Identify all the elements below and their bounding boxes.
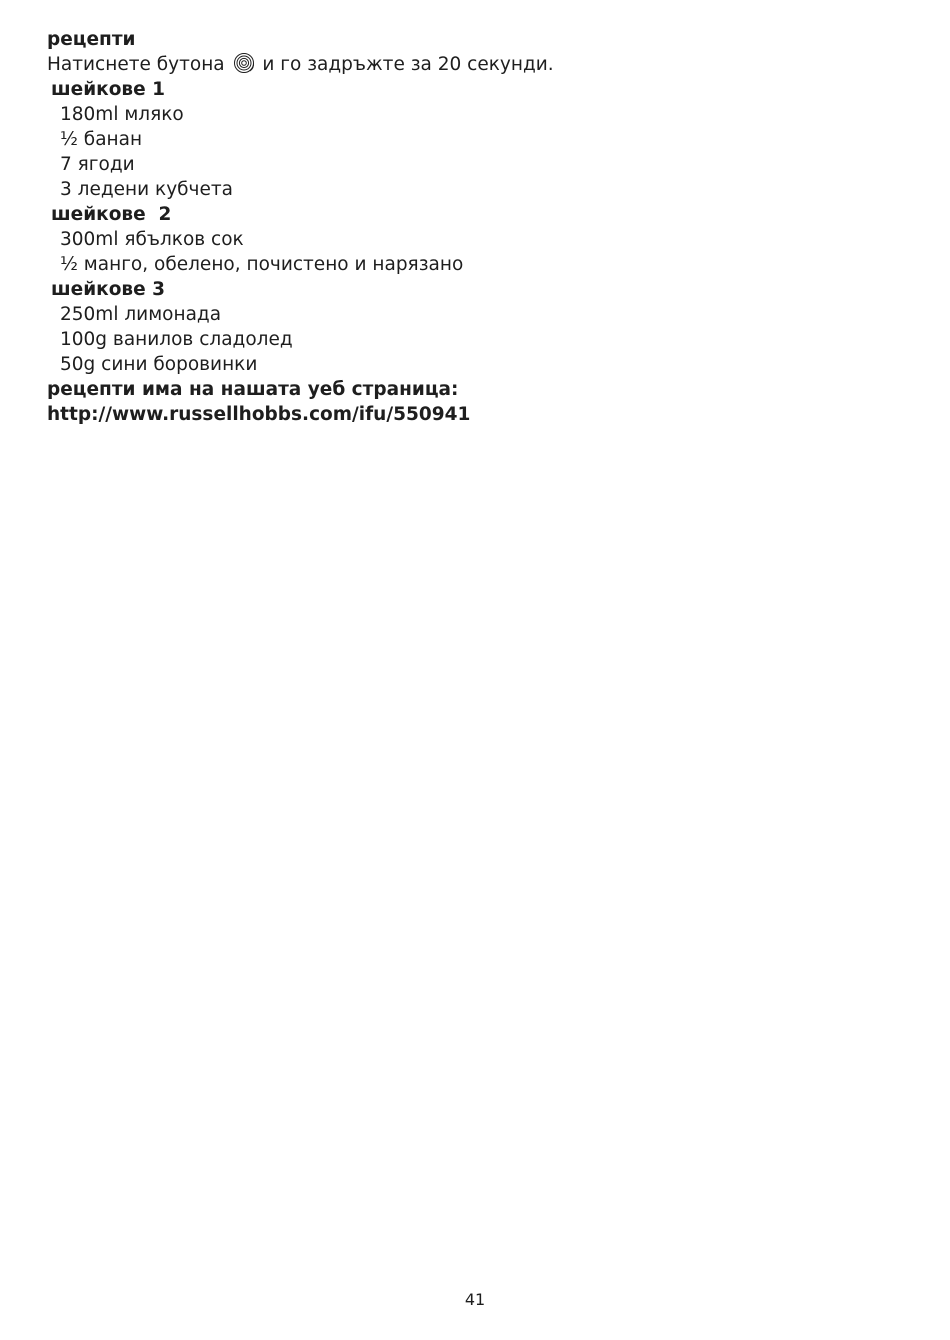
pulse-spiral-icon	[233, 52, 255, 74]
recipe-1	[47, 77, 907, 202]
section-heading: рецепти	[47, 29, 136, 50]
website-link[interactable]: http://www.russellhobbs.com/ifu/550941	[47, 404, 471, 425]
ingredient-item: 50g сини боровинки	[60, 354, 258, 375]
ingredient-item: 3 ледени кубчета	[60, 179, 233, 200]
ingredient-item: 300ml ябълков сок	[60, 229, 244, 250]
recipe-title: шейкове 3	[51, 279, 165, 300]
instruction-line	[47, 52, 907, 77]
recipe-title: шейкове 1	[51, 79, 165, 100]
instruction-text-before: Натиснете бутона	[47, 54, 231, 75]
recipe-3	[47, 277, 907, 377]
ingredient-item: 100g ванилов сладолед	[60, 329, 293, 350]
instruction-text-after: и го задръжте за 20 секунди.	[256, 54, 554, 75]
recipe-title: шейкове 2	[51, 204, 172, 225]
ingredient-item: 180ml мляко	[60, 104, 184, 125]
ingredient-item: 7 ягоди	[60, 154, 135, 175]
ingredient-item: ½ манго, обелено, почистено и нарязано	[60, 254, 464, 275]
page-number: 41	[464, 1290, 486, 1309]
ingredient-item: 250ml лимонада	[60, 304, 222, 325]
more-recipes-text: рецепти има на нашата уеб страница:	[47, 379, 459, 400]
ingredient-item: ½ банан	[60, 129, 143, 150]
recipe-section	[47, 27, 907, 427]
recipe-2	[47, 202, 907, 277]
